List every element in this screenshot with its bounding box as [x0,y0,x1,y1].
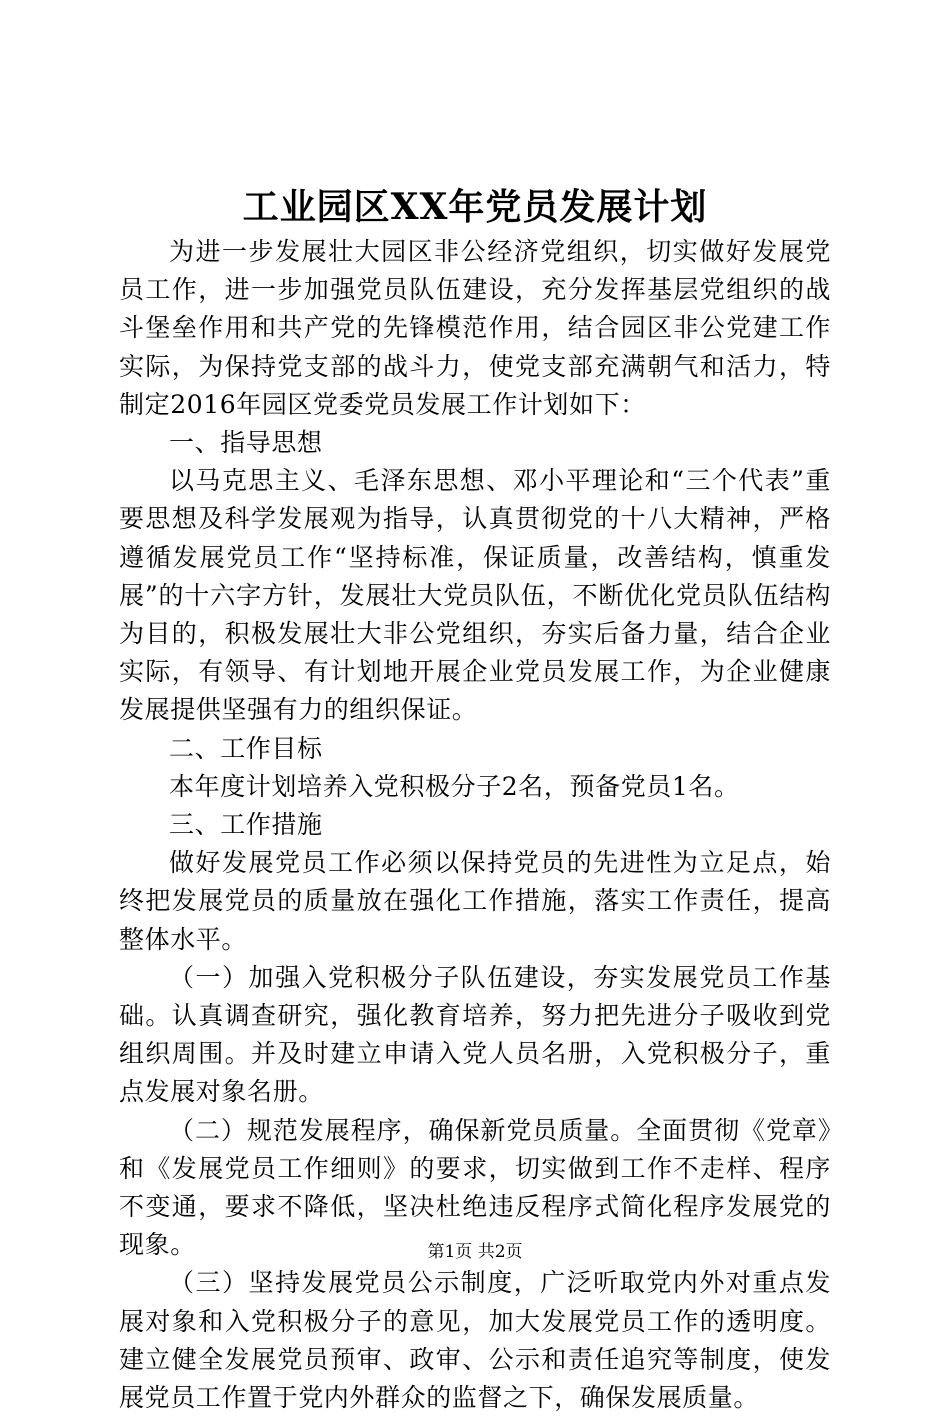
measure-item-2: （二）规范发展程序，确保新党员质量。全面贯彻《党章》和《发展党员工作细则》的要求，切实做到工作不走样、程序不变通，要求不降低，坚决杜绝违反程序式简化程序发展党的现象。 [119,1115,831,1260]
section-heading-work-measures: 三、工作措施 [169,810,323,840]
work-measures-paragraph: 做好发展党员工作必须以保持党员的先进性为立足点，始终把发展党员的质量放在强化工作措施，落实工作责任，提高整体水平。 [119,848,831,954]
guiding-ideology-paragraph: 以马克思主义、毛泽东思想、邓小平理论和“三个代表”重要思想及科学发展观为指导，认真贯彻党的十八大精神，严格遵循发展党员工作“坚持标准，保证质量，改善结构，慎重发展”的十六字方针，发展壮大党员队伍，不断优化党员队伍结构为目的，积极发展壮大非公党组织，夯实后备力量，结合企业实际，有领导、有计划地开展企业党员发展工作，为企业健康发展提供坚强有力的组织保证。 [119,466,831,725]
work-goals-paragraph: 本年度计划培养入党积极分子2名，预备党员1名。 [169,771,740,801]
document-title: 工业园区XX年党员发展计划 [242,186,708,228]
measure-item-1: （一）加强入党积极分子队伍建设，夯实发展党员工作基础。认真调查研究，强化教育培养，努力把先进分子吸收到党组织周围。并及时建立申请入党人员名册，入党积极分子，重点发展对象名册。 [119,962,831,1107]
page-footer: 第1页 共2页 [427,1242,523,1262]
section-heading-guiding-ideology: 一、指导思想 [169,428,323,458]
section-heading-work-goals: 二、工作目标 [169,733,323,763]
measure-item-3: （三）坚持发展党员公示制度，广泛听取党内外对重点发展对象和入党积极分子的意见，加大发展党员工作的透明度。建立健全发展党员预审、政审、公示和责任追究等制度，使发展党员工作置于党内外群众的监督之下，确保发展质量。 [119,1268,831,1413]
intro-paragraph: 为进一步发展壮大园区非公经济党组织，切实做好发展党员工作，进一步加强党员队伍建设，充分发挥基层党组织的战斗堡垒作用和共产党的先锋模范作用，结合园区非公党建工作实际，为保持党支部的战斗力，使党支部充满朝气和活力，特制定2016年园区党委党员发展工作计划如下： [119,237,831,419]
